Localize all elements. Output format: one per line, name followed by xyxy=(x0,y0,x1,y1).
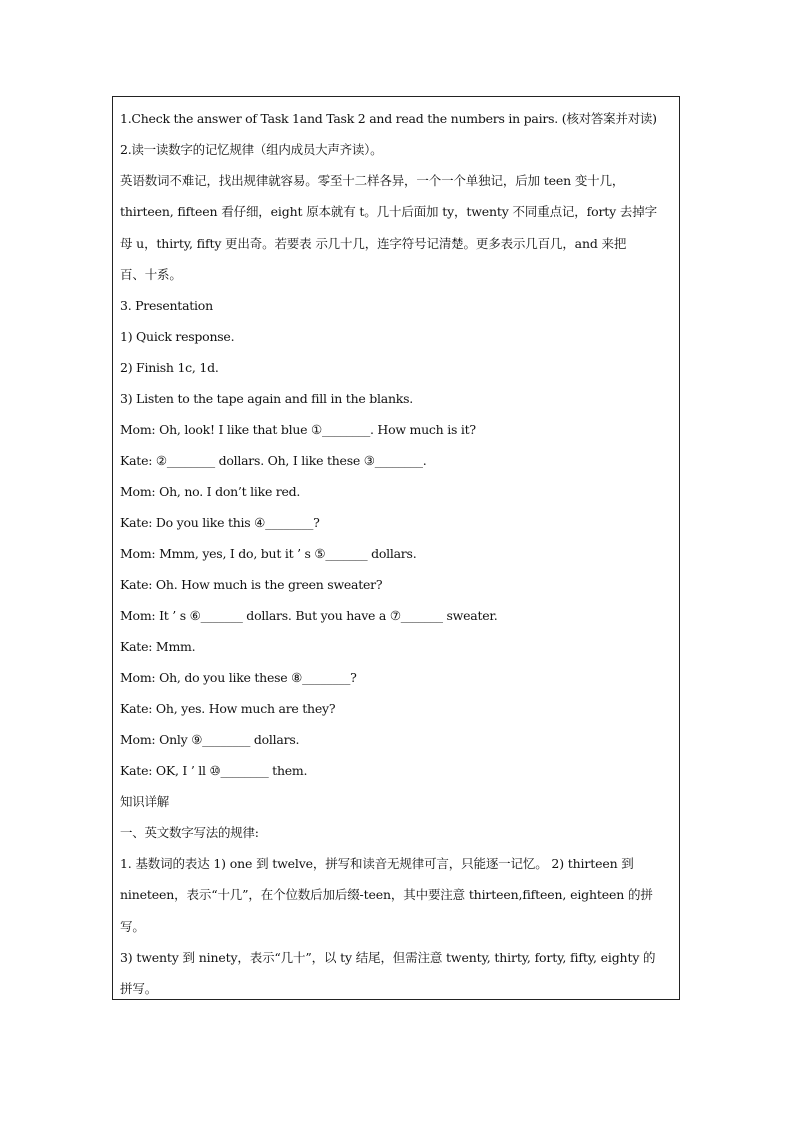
presentation-heading: 3. Presentation xyxy=(120,298,213,314)
dialogue-line-1: Mom: Oh, look! I like that blue ①________. How much is it? xyxy=(120,422,476,438)
quick-response-item: 1) Quick response. xyxy=(120,329,235,345)
memory-rule-line-3: 母 u，thirty, fifty 更出奇。若要表 示几十几，连字符号记清楚。更多表示几百几，and 来把 xyxy=(120,235,627,251)
section-heading-number-rules: 一、英文数字写法的规律: xyxy=(120,825,259,841)
knowledge-heading: 知识详解 xyxy=(120,794,170,810)
dialogue-line-3: Mom: Oh, no. I don’t like red. xyxy=(120,484,301,500)
finish-item: 2) Finish 1c, 1d. xyxy=(120,360,219,376)
cardinal-line-3: 写。 xyxy=(120,918,145,934)
memory-rule-line-1: 英语数词不难记，找出规律就容易。零至十二样各异，一个一个单独记，后加 teen 变十几， xyxy=(120,173,625,188)
dialogue-line-4: Kate: Do you like this ④________? xyxy=(120,515,320,531)
dialogue-line-12: Kate: OK, I ’ ll ⑩________ them. xyxy=(120,763,308,779)
memory-rule-line-2: thirteen, fifteen 看仔细，eight 原本就有 t。几十后面加 ty，twenty 不同重点记，forty 去掉字 xyxy=(120,204,657,220)
dialogue-line-9: Mom: Oh, do you like these ⑧________? xyxy=(120,670,357,686)
dialogue-line-10: Kate: Oh, yes. How much are they? xyxy=(120,701,336,717)
dialogue-line-8: Kate: Mmm. xyxy=(120,639,196,655)
task-1-instruction: 1.Check the answer of Task 1and Task 2 and read the numbers in pairs. (核对答案并对读) xyxy=(120,111,657,126)
cardinal-line-1: 1. 基数词的表达 1) one 到 twelve，拼写和读音无规律可言，只能逐一记忆。 2) thirteen 到 xyxy=(120,856,634,872)
listen-item: 3) Listen to the tape again and fill in the blanks. xyxy=(120,391,413,407)
dialogue-line-5: Mom: Mmm, yes, I do, but it ’ s ⑤_______ dollars. xyxy=(120,546,417,562)
cardinal-number-paragraph xyxy=(120,848,673,1004)
cardinal-line-5: 拼写。 xyxy=(120,981,158,997)
cardinal-line-4: 3) twenty 到 ninety，表示“几十”，以 ty 结尾，但需注意 twenty, thirty, forty, fifty, eighty 的 xyxy=(120,950,656,966)
dialogue-line-6: Kate: Oh. How much is the green sweater? xyxy=(120,577,383,593)
memory-rule-line-4: 百、十系。 xyxy=(120,266,182,282)
dialogue-line-11: Mom: Only ⑨________ dollars. xyxy=(120,732,300,748)
cardinal-line-2: nineteen，表示“十几”，在个位数后加后缀-teen，其中要注意 thirteen,fifteen, eighteen 的拼 xyxy=(120,887,653,903)
task-2-instruction: 2.读一读数字的记忆规律（组内成员大声齐读）。 xyxy=(120,142,383,157)
dialogue-line-7: Mom: It ’ s ⑥_______ dollars. But you have a ⑦_______ sweater. xyxy=(120,608,498,624)
document-table-cell xyxy=(112,96,680,1000)
memory-rule-paragraph xyxy=(120,165,673,290)
dialogue-line-2: Kate: ②________ dollars. Oh, I like these ③________. xyxy=(120,453,427,469)
